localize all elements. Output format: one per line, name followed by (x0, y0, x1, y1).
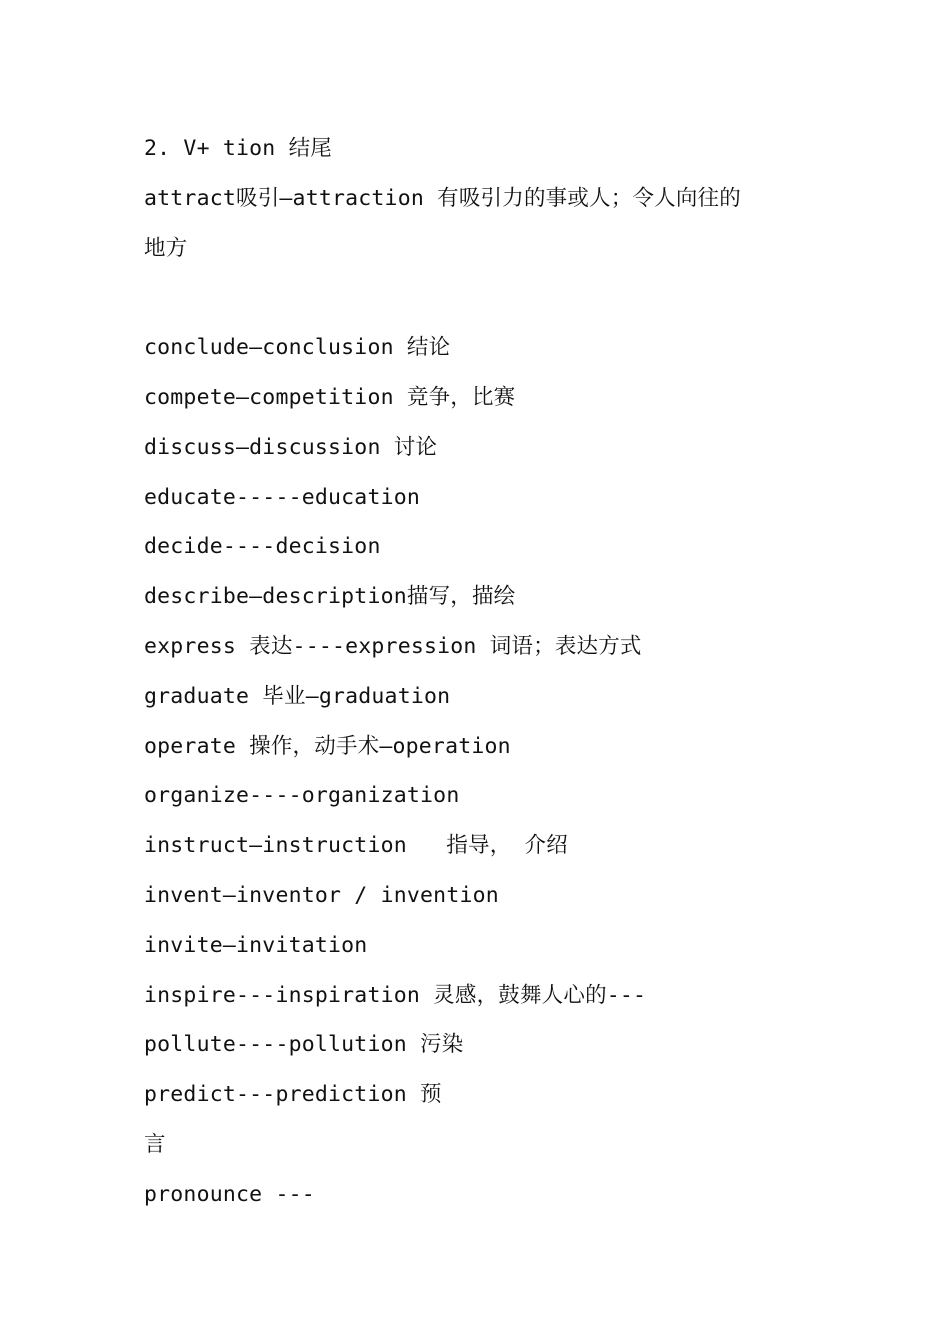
text-line: invite—invitation (144, 932, 368, 958)
text-line: attract吸引—attraction 有吸引力的事或人；令人向往的 (144, 185, 741, 211)
text-line: conclude—conclusion 结论 (144, 335, 451, 361)
text-line: pronounce --- (144, 1181, 315, 1207)
document-body (144, 124, 824, 1220)
text-line: operate 操作，动手术—operation (144, 733, 511, 759)
text-line: describe—description描写，描绘 (144, 584, 516, 610)
text-line: compete—competition 竞争，比赛 (144, 384, 516, 410)
text-line: predict---prediction 预 (144, 1082, 442, 1108)
text-line: 言 (144, 1131, 166, 1157)
text-line: inspire---inspiration 灵感，鼓舞人心的--- (144, 982, 647, 1008)
text-line: discuss—discussion 讨论 (144, 434, 438, 460)
section-heading: 2. V+ tion 结尾 (144, 136, 332, 161)
text-line: organize----organization (144, 783, 460, 809)
blank-line (144, 273, 824, 323)
text-line: invent—inventor / invention (144, 882, 499, 908)
text-line: educate-----education (144, 484, 421, 510)
text-line: pollute----pollution 污染 (144, 1032, 464, 1058)
text-line: 地方 (144, 235, 188, 261)
text-line: express 表达----expression 词语；表达方式 (144, 633, 642, 659)
text-line: instruct—instruction 指导， 介绍 (144, 833, 568, 859)
text-line: graduate 毕业—graduation (144, 683, 451, 709)
text-line: decide----decision (144, 534, 381, 560)
